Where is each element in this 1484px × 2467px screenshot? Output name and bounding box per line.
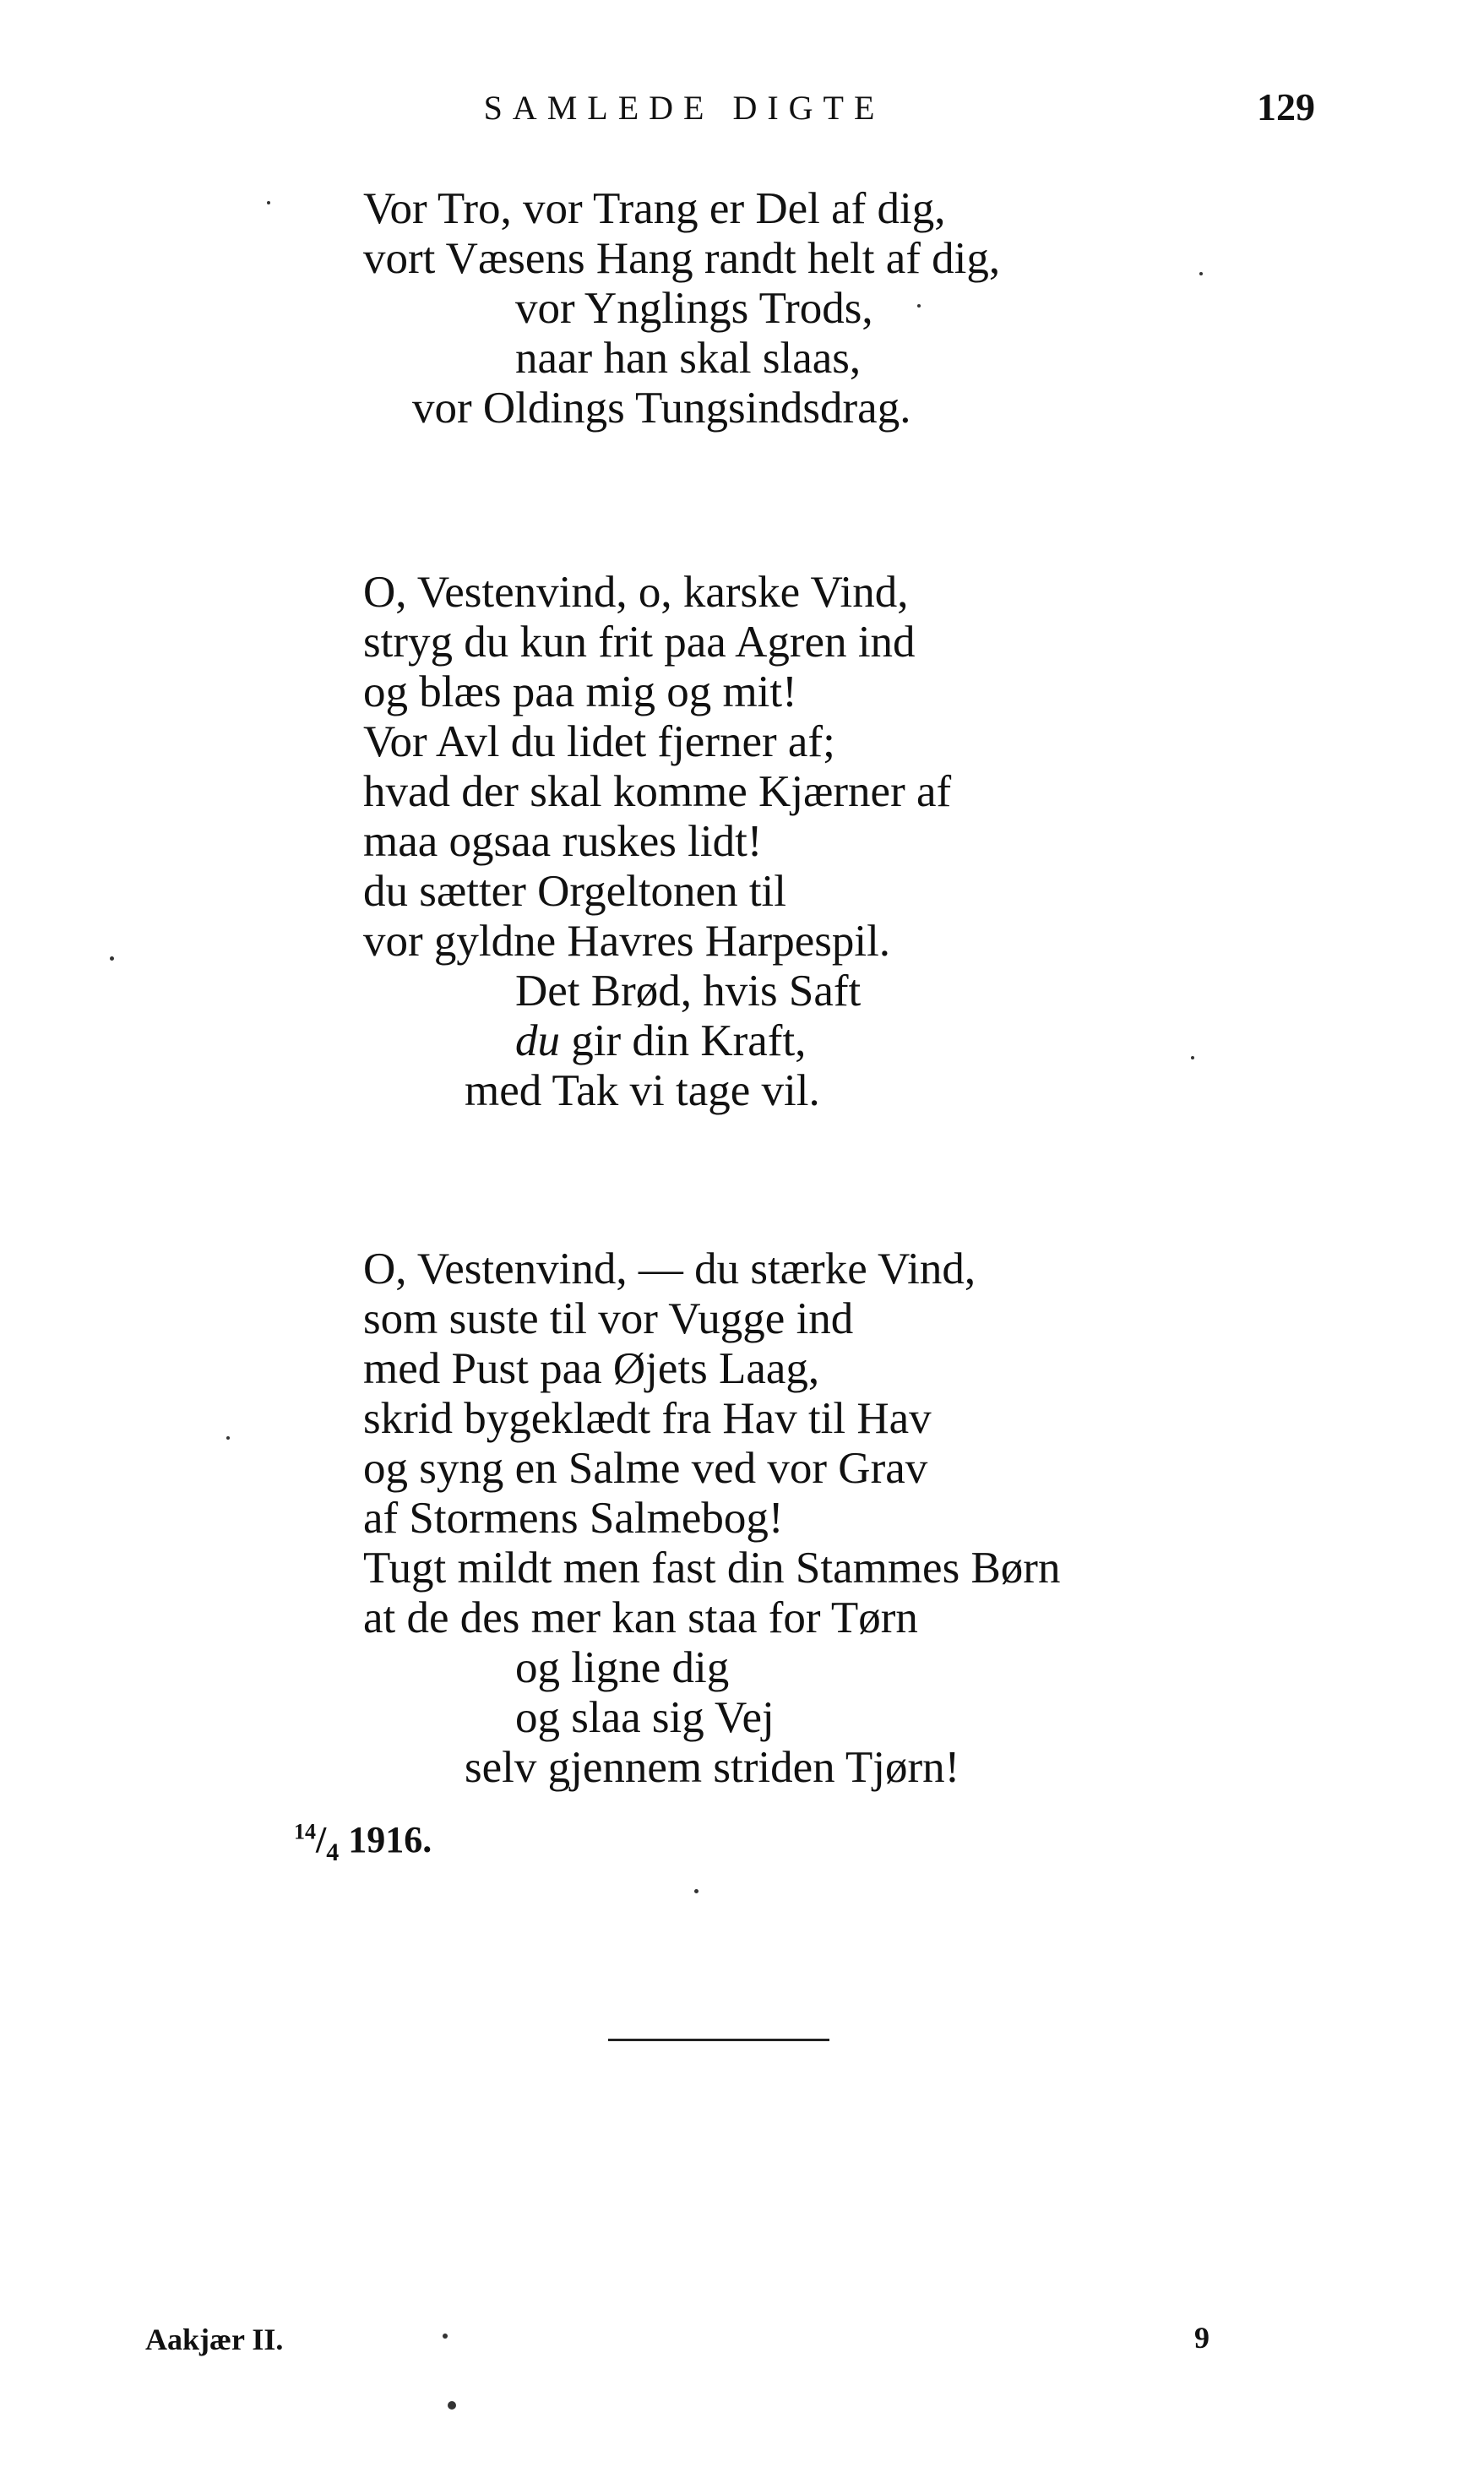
sheet-number: 9	[1194, 2321, 1209, 2355]
poem-line: stryg du kun frit paa Agren ind	[363, 618, 916, 667]
print-speck	[694, 1889, 699, 1893]
poem-line: at de des mer kan staa for Tørn	[363, 1593, 918, 1642]
stanza-3	[363, 1244, 1060, 1793]
print-speck	[110, 956, 114, 961]
poem-line: vor Ynglings Trods,	[515, 284, 873, 333]
poem-line: som suste til vor Vugge ind	[363, 1294, 854, 1343]
poem-line: vor gyldne Havres Harpespil.	[363, 917, 891, 966]
print-speck	[1199, 272, 1203, 275]
poem-line: af Stormens Salmebog!	[363, 1494, 784, 1543]
poem-line: vor Oldings Tungsindsdrag.	[412, 384, 911, 433]
print-speck	[443, 2334, 448, 2339]
poem-line: naar han skal slaas,	[515, 334, 862, 383]
poem-line: hvad der skal komme Kjærner af	[363, 767, 952, 816]
print-speck	[226, 1436, 230, 1440]
poem-line: Tugt mildt men fast din Stammes Børn	[363, 1544, 1061, 1593]
poem-line: Vor Avl du lidet fjerner af;	[363, 717, 835, 766]
poem-line: og slaa sig Vej	[515, 1693, 775, 1742]
print-speck	[448, 2401, 456, 2410]
poem-line: vort Væsens Hang randt helt af dig,	[363, 234, 1001, 283]
poem-line: og ligne dig	[515, 1643, 730, 1692]
stanza-1	[363, 184, 1000, 433]
print-speck	[917, 304, 921, 308]
date-day: 14	[294, 1819, 316, 1844]
italic-word: du	[515, 1016, 560, 1065]
poem-line: maa ogsaa ruskes lidt!	[363, 817, 763, 866]
poem-line: og syng en Salme ved vor Grav	[363, 1444, 928, 1493]
running-title: SAMLEDE DIGTE	[483, 89, 885, 127]
poem-line: selv gjennem striden Tjørn!	[465, 1743, 960, 1792]
poem-line: skrid bygeklædt fra Hav til Hav	[363, 1394, 932, 1443]
book-signature: Aakjær II.	[145, 2323, 284, 2356]
poem-line: O, Vestenvind, o, karske Vind,	[363, 568, 909, 617]
print-speck	[267, 201, 270, 204]
poem-line	[363, 1016, 951, 1066]
poem-line: du sætter Orgeltonen til	[363, 867, 786, 916]
page-number: 129	[1257, 85, 1315, 128]
poem-line: med Tak vi tage vil.	[465, 1066, 820, 1115]
date-year: 1916.	[348, 1819, 432, 1860]
poem-date: $^{14}/_4$ 1916.	[294, 1819, 432, 1866]
poem-line: O, Vestenvind, — du stærke Vind,	[363, 1244, 976, 1293]
date-month: 4	[326, 1838, 340, 1866]
poem-line: og blæs paa mig og mit!	[363, 667, 797, 716]
section-divider	[608, 2039, 829, 2041]
poem-line: med Pust paa Øjets Laag,	[363, 1344, 820, 1393]
poem-line: Det Brød, hvis Saft	[515, 967, 862, 1016]
stanza-2	[363, 568, 951, 1116]
poem-line: Vor Tro, vor Trang er Del af dig,	[363, 184, 946, 233]
print-speck	[1191, 1056, 1194, 1059]
poem-line-rest: gir din Kraft,	[571, 1016, 807, 1065]
